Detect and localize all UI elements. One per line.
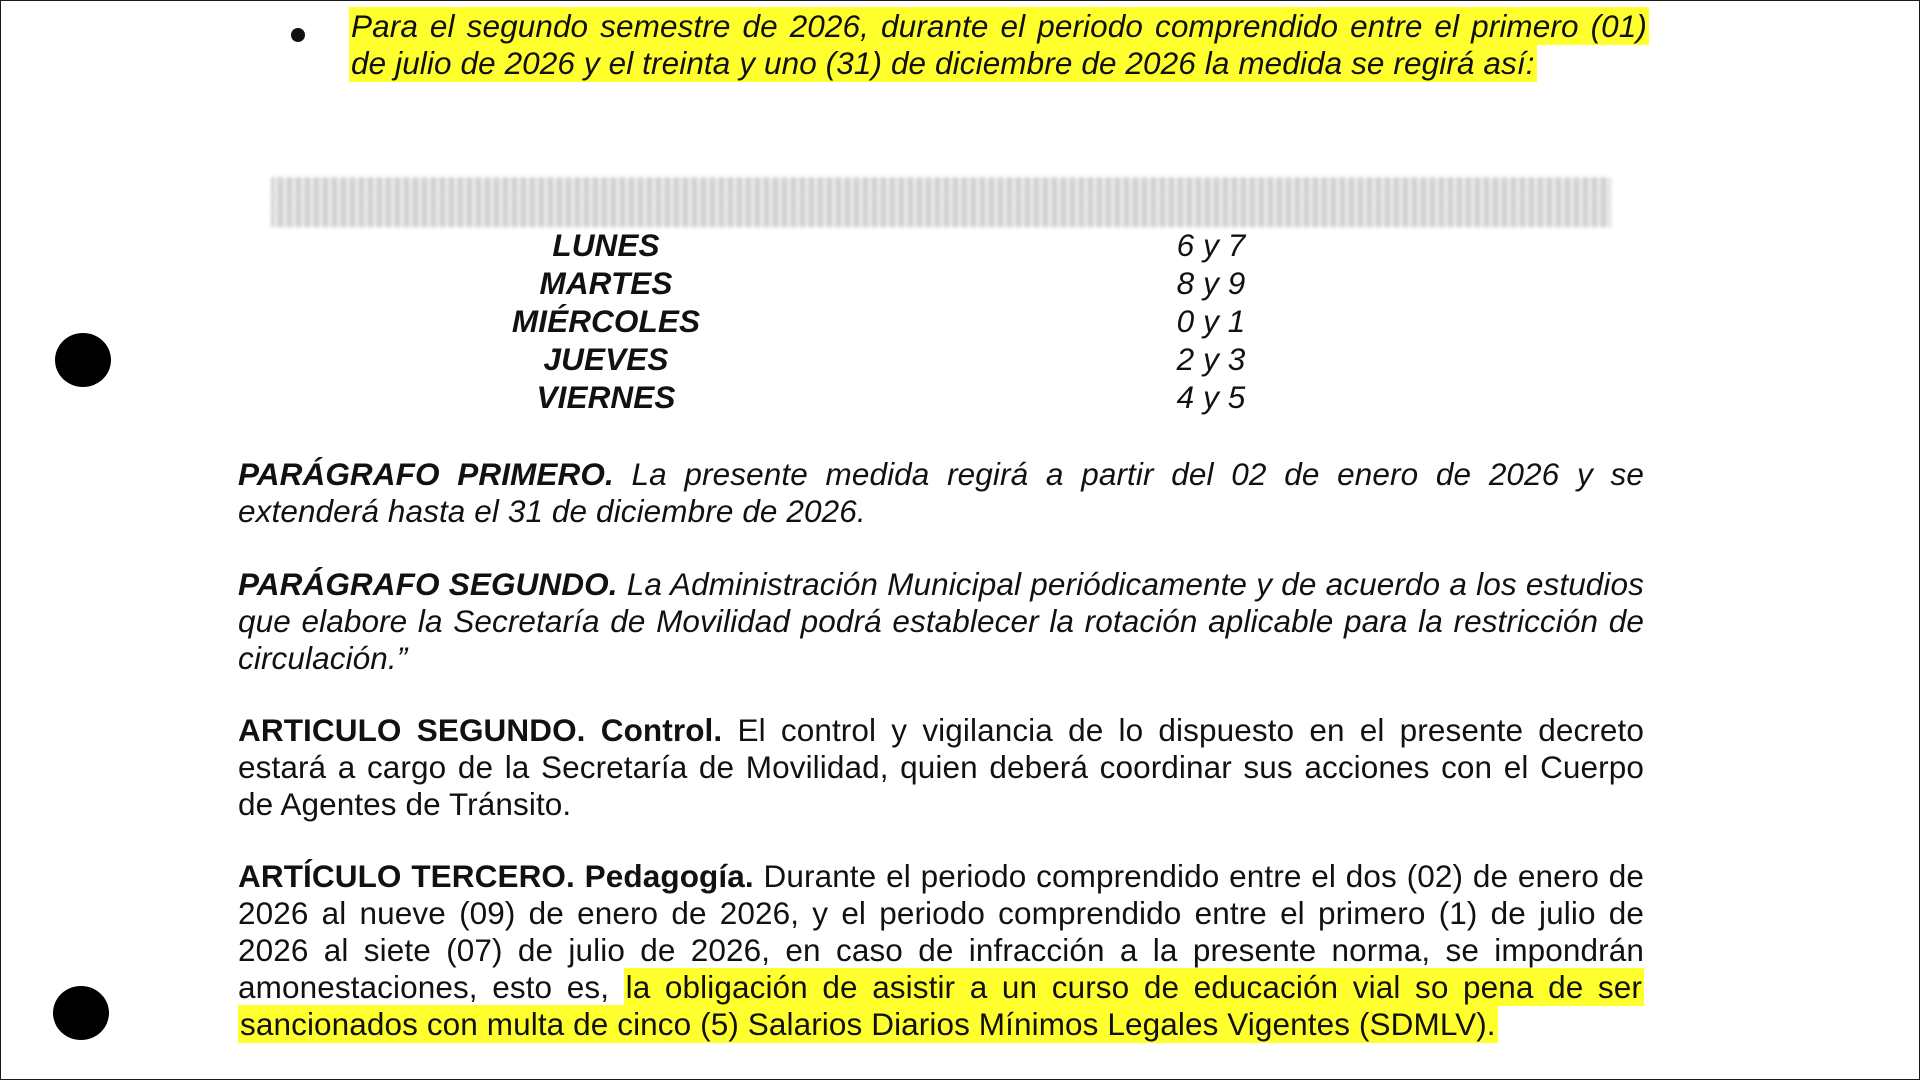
schedule-plates: 0 y 1 (1176, 303, 1246, 339)
schedule-day: VIERNES (536, 379, 676, 415)
schedule-day: JUEVES (543, 341, 669, 377)
schedule-day: LUNES (552, 227, 660, 263)
paragrafo-primero-heading: PARÁGRAFO PRIMERO. (238, 456, 614, 492)
articulo-tercero (238, 858, 1644, 1043)
paragrafo-segundo (238, 566, 1644, 677)
bullet-icon (291, 28, 305, 42)
punch-hole-bottom (53, 986, 109, 1040)
schedule-row (441, 265, 1441, 303)
paragrafo-primero-text: La presente medida regirá a partir del 02 de enero de 2026 y se extenderá hasta el 31 de diciembre de 2026. (238, 456, 1644, 529)
articulo-tercero-heading: ARTÍCULO TERCERO. Pedagogía. (238, 858, 754, 894)
schedule-day: MIÉRCOLES (511, 303, 701, 339)
articulo-segundo-heading: ARTICULO SEGUNDO. Control. (238, 712, 723, 748)
schedule-plates: 4 y 5 (1176, 379, 1246, 415)
schedule-row (441, 379, 1441, 417)
plate-schedule-table (441, 227, 1441, 417)
schedule-day: MARTES (539, 265, 673, 301)
punch-hole-top (55, 333, 111, 387)
paragrafo-segundo-text: La Administración Municipal periódicamente y de acuerdo a los estudios que elabore la Secretaría de Movilidad podrá establecer la rotación aplicable para la restricción de circulación.” (238, 566, 1644, 676)
redacted-strip (271, 177, 1611, 227)
schedule-row (441, 303, 1441, 341)
paragrafo-segundo-heading: PARÁGRAFO SEGUNDO. (238, 566, 618, 602)
schedule-plates: 6 y 7 (1176, 227, 1246, 263)
schedule-plates: 8 y 9 (1176, 265, 1246, 301)
articulo-segundo-text: El control y vigilancia de lo dispuesto en el presente decreto estará a cargo de la Secretaría de Movilidad, quien deberá coordinar sus acciones con el Cuerpo de Agentes de Tránsito. (238, 712, 1645, 822)
schedule-row (441, 227, 1441, 265)
articulo-tercero-highlighted: la obligación de asistir a un curso de educación vial so pena de ser sancionados con multa de cinco (5) Salarios Diarios Mínimos Legales Vigentes (SDMLV). (240, 969, 1642, 1042)
schedule-plates: 2 y 3 (1176, 341, 1246, 377)
schedule-row (441, 341, 1441, 379)
articulo-segundo (238, 712, 1644, 823)
articulo-tercero-text: Durante el periodo comprendido entre el dos (02) de enero de 2026 al nueve (09) de enero de 2026, y el periodo comprendido entre el primero (1) de julio de 2026 al siete (07) de julio de 2026, en caso de infracción a la presente norma, se impondrán amonestaciones, esto es, (238, 858, 1644, 1005)
bullet-text-highlighted: Para el segundo semestre de 2026, durante el periodo comprendido entre el primero (01) de julio de 2026 y el treinta y uno (31) de diciembre de 2026 la medida se regirá así: (351, 8, 1647, 81)
paragrafo-primero (238, 456, 1644, 530)
